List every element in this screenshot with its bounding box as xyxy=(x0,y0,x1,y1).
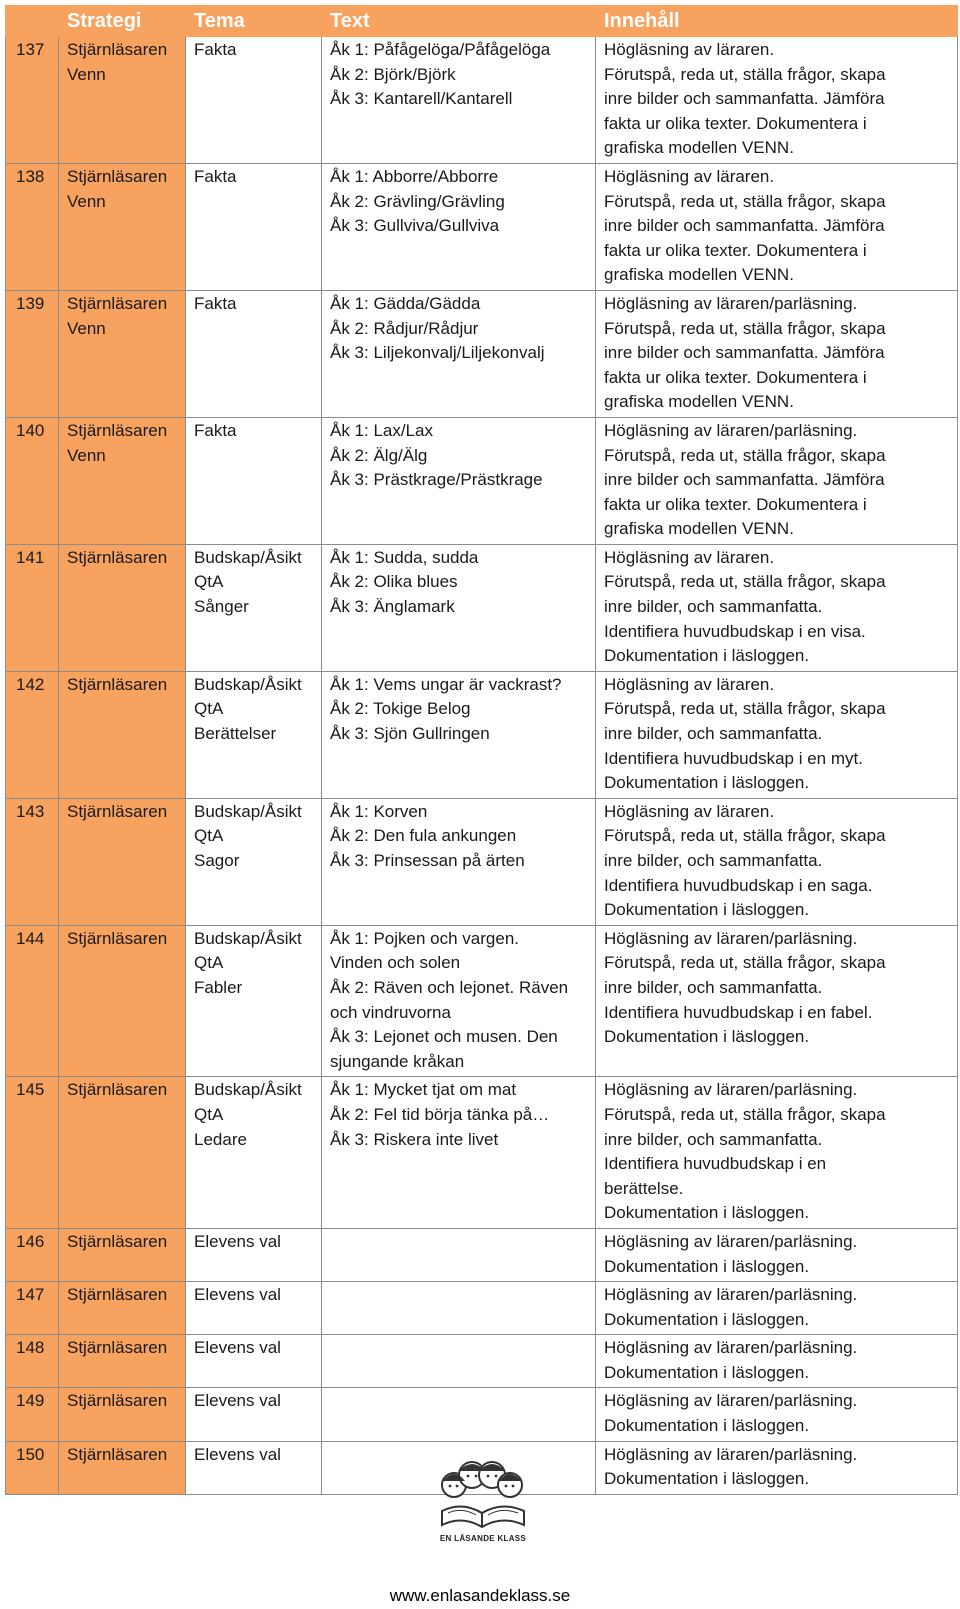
innehall-cell-line: grafiska modellen VENN. xyxy=(604,265,794,285)
footer-url: www.enlasandeklass.se xyxy=(389,1586,571,1605)
strategi-cell-line: Stjärnläsaren xyxy=(67,928,168,948)
innehall-cell xyxy=(596,671,958,798)
innehall-cell xyxy=(596,1388,958,1441)
innehall-cell-line: inre bilder, och sammanfatta. xyxy=(604,851,823,870)
innehall-cell-line: Förutspå, reda ut, ställa frågor, skapa xyxy=(604,64,886,84)
strategi-cell xyxy=(59,925,186,1077)
text-cell-line: Åk 1: Pojken och vargen. xyxy=(330,928,520,948)
text-cell-line: Åk 2: Björk/Björk xyxy=(330,64,456,84)
innehall-cell-line: Högläsning av läraren/parläsning. xyxy=(604,420,858,440)
innehall-cell-line: Identifiera huvudbudskap i en myt. xyxy=(604,748,863,768)
innehall-cell xyxy=(596,1441,958,1494)
innehall-cell-line: Förutspå, reda ut, ställa frågor, skapa xyxy=(604,572,886,592)
tema-cell-line: Berättelser xyxy=(194,724,277,744)
text-cell-line: Åk 3: Änglamark xyxy=(330,597,455,617)
strategi-cell xyxy=(59,1388,186,1441)
innehall-cell xyxy=(596,798,958,925)
text-cell-line: Åk 2: Tokige Belog xyxy=(330,699,471,719)
table-row xyxy=(6,1228,958,1281)
innehall-cell-line: Dokumentation i läsloggen. xyxy=(604,1027,810,1047)
innehall-cell-line: berättelse. xyxy=(604,1178,684,1198)
text-cell-line: Åk 2: Grävling/Grävling xyxy=(330,191,505,211)
text-cell-line: Åk 1: Sudda, sudda xyxy=(330,547,479,567)
tema-cell-line: QtA xyxy=(194,699,224,719)
innehall-cell-line: Dokumentation i läsloggen. xyxy=(604,1256,810,1276)
text-cell-line: Åk 2: Fel tid börja tänka på… xyxy=(330,1104,550,1124)
innehall-cell-line: grafiska modellen VENN. xyxy=(604,519,794,539)
row-number: 143 xyxy=(6,798,59,925)
strategi-cell xyxy=(59,671,186,798)
table-row xyxy=(6,290,958,417)
strategi-cell xyxy=(59,1228,186,1281)
innehall-cell-line: fakta ur olika texter. Dokumentera i xyxy=(604,494,867,514)
innehall-cell xyxy=(596,37,958,164)
text-cell xyxy=(322,798,596,925)
innehall-cell-line: Högläsning av läraren/parläsning. xyxy=(604,293,858,313)
tema-cell-line: Sagor xyxy=(194,851,240,870)
innehall-cell-line: Dokumentation i läsloggen. xyxy=(604,1469,810,1489)
innehall-cell-line: grafiska modellen VENN. xyxy=(604,392,794,412)
text-cell-line: och vindruvorna xyxy=(330,1002,451,1022)
text-cell-line: Åk 2: Olika blues xyxy=(330,572,458,592)
tema-cell-line: Budskap/Åsikt xyxy=(194,674,302,694)
tema-cell xyxy=(186,1077,322,1229)
table-row xyxy=(6,163,958,290)
tema-cell-line: Elevens val xyxy=(194,1444,281,1464)
tema-cell xyxy=(186,544,322,671)
row-number: 137 xyxy=(6,37,59,164)
tema-cell-line: Budskap/Åsikt xyxy=(194,547,302,567)
header-strategi: Strategi xyxy=(59,6,186,37)
innehall-cell-line: Förutspå, reda ut, ställa frågor, skapa xyxy=(604,953,886,973)
innehall-cell-line: inre bilder, och sammanfatta. xyxy=(604,977,823,997)
table-row xyxy=(6,1335,958,1388)
text-cell-line: Åk 3: Prinsessan på ärten xyxy=(330,851,525,870)
tema-cell-line: Budskap/Åsikt xyxy=(194,1080,302,1100)
table-header-row xyxy=(6,6,958,37)
innehall-cell-line: Förutspå, reda ut, ställa frågor, skapa xyxy=(604,826,886,846)
tema-cell-line: Elevens val xyxy=(194,1285,281,1305)
text-cell-line: Åk 1: Korven xyxy=(330,801,428,821)
tema-cell-line: Fakta xyxy=(194,420,237,440)
text-cell-line: Åk 3: Gullviva/Gullviva xyxy=(330,216,500,236)
strategi-cell xyxy=(59,798,186,925)
header-nr xyxy=(6,6,59,37)
row-number: 148 xyxy=(6,1335,59,1388)
innehall-cell-line: Dokumentation i läsloggen. xyxy=(604,1416,810,1436)
strategi-cell xyxy=(59,1282,186,1335)
text-cell-line: Åk 3: Lejonet och musen. Den xyxy=(330,1027,558,1047)
innehall-cell xyxy=(596,925,958,1077)
innehall-cell-line: Högläsning av läraren/parläsning. xyxy=(604,928,858,948)
tema-cell-line: Fakta xyxy=(194,40,237,59)
text-cell xyxy=(322,1335,596,1388)
strategi-cell-line: Venn xyxy=(67,191,106,211)
text-cell-line: sjungande kråkan xyxy=(330,1051,465,1071)
innehall-cell-line: Identifiera huvudbudskap i en fabel. xyxy=(604,1002,873,1022)
innehall-cell-line: Förutspå, reda ut, ställa frågor, skapa xyxy=(604,318,886,338)
strategi-cell xyxy=(59,37,186,164)
tema-cell xyxy=(186,671,322,798)
innehall-cell-line: Förutspå, reda ut, ställa frågor, skapa xyxy=(604,1104,886,1124)
text-cell-line: Åk 1: Mycket tjat om mat xyxy=(330,1080,517,1100)
innehall-cell xyxy=(596,163,958,290)
innehall-cell-line: Identifiera huvudbudskap i en xyxy=(604,1154,827,1174)
text-cell xyxy=(322,1228,596,1281)
text-cell-line: Åk 1: Påfågelöga/Påfågelöga xyxy=(330,40,551,59)
tema-cell xyxy=(186,925,322,1077)
innehall-cell-line: grafiska modellen VENN. xyxy=(604,138,794,158)
row-number: 140 xyxy=(6,417,59,544)
row-number: 142 xyxy=(6,671,59,798)
innehall-cell xyxy=(596,417,958,544)
header-tema: Tema xyxy=(186,6,322,37)
strategi-cell-line: Stjärnläsaren xyxy=(67,293,168,313)
tema-cell-line: Fabler xyxy=(194,977,243,997)
row-number: 150 xyxy=(6,1441,59,1494)
tema-cell-line: Elevens val xyxy=(194,1231,281,1251)
logo xyxy=(428,1455,538,1555)
strategi-cell-line: Stjärnläsaren xyxy=(67,547,168,567)
tema-cell-line: Elevens val xyxy=(194,1391,281,1411)
tema-cell-line: Sånger xyxy=(194,597,249,617)
tema-cell xyxy=(186,417,322,544)
tema-cell xyxy=(186,1388,322,1441)
text-cell-line: Åk 2: Älg/Älg xyxy=(330,445,428,465)
innehall-cell xyxy=(596,290,958,417)
strategi-cell-line: Stjärnläsaren xyxy=(67,420,168,440)
text-cell xyxy=(322,1282,596,1335)
tema-cell xyxy=(186,163,322,290)
text-cell-line: Åk 1: Lax/Lax xyxy=(330,420,434,440)
table-row xyxy=(6,544,958,671)
innehall-cell xyxy=(596,1335,958,1388)
text-cell-line: Åk 3: Kantarell/Kantarell xyxy=(330,89,513,109)
text-cell-line: Åk 1: Vems ungar är vackrast? xyxy=(330,674,562,694)
innehall-cell-line: Högläsning av läraren/parläsning. xyxy=(604,1338,858,1358)
innehall-cell-line: Dokumentation i läsloggen. xyxy=(604,1203,810,1223)
innehall-cell-line: Identifiera huvudbudskap i en visa. xyxy=(604,621,866,641)
row-number: 144 xyxy=(6,925,59,1077)
innehall-cell-line: Dokumentation i läsloggen. xyxy=(604,773,810,793)
reading-children-logo-icon xyxy=(428,1455,538,1535)
strategi-cell-line: Venn xyxy=(67,445,106,465)
tema-cell xyxy=(186,1441,322,1494)
strategi-cell-line: Stjärnläsaren xyxy=(67,1338,168,1358)
tema-cell-line: Budskap/Åsikt xyxy=(194,801,302,821)
text-cell xyxy=(322,37,596,164)
strategi-cell xyxy=(59,417,186,544)
text-cell-line: Åk 3: Sjön Gullringen xyxy=(330,724,490,744)
innehall-cell-line: Förutspå, reda ut, ställa frågor, skapa xyxy=(604,445,886,465)
innehall-cell-line: inre bilder och sammanfatta. Jämföra xyxy=(604,470,885,490)
row-number: 139 xyxy=(6,290,59,417)
row-number: 147 xyxy=(6,1282,59,1335)
text-cell xyxy=(322,671,596,798)
tema-cell xyxy=(186,798,322,925)
text-cell xyxy=(322,417,596,544)
row-number: 149 xyxy=(6,1388,59,1441)
innehall-cell xyxy=(596,1077,958,1229)
innehall-cell xyxy=(596,544,958,671)
lesson-plan-table xyxy=(5,5,958,1495)
innehall-cell-line: fakta ur olika texter. Dokumentera i xyxy=(604,113,867,133)
table-row xyxy=(6,1388,958,1441)
strategi-cell-line: Stjärnläsaren xyxy=(67,1231,168,1251)
innehall-cell-line: Högläsning av läraren. xyxy=(604,674,775,694)
innehall-cell-line: Högläsning av läraren/parläsning. xyxy=(604,1391,858,1411)
text-cell xyxy=(322,290,596,417)
row-number: 145 xyxy=(6,1077,59,1229)
strategi-cell-line: Stjärnläsaren xyxy=(67,166,168,186)
tema-cell-line: QtA xyxy=(194,572,224,592)
table-row xyxy=(6,798,958,925)
innehall-cell-line: inre bilder och sammanfatta. Jämföra xyxy=(604,216,885,236)
table-row xyxy=(6,671,958,798)
text-cell xyxy=(322,163,596,290)
tema-cell-line: QtA xyxy=(194,826,224,846)
row-number: 138 xyxy=(6,163,59,290)
strategi-cell-line: Stjärnläsaren xyxy=(67,40,168,59)
innehall-cell-line: Dokumentation i läsloggen. xyxy=(604,1309,810,1329)
strategi-cell xyxy=(59,544,186,671)
innehall-cell-line: inre bilder, och sammanfatta. xyxy=(604,1129,823,1149)
strategi-cell-line: Venn xyxy=(67,318,106,338)
strategi-cell-line: Stjärnläsaren xyxy=(67,801,168,821)
text-cell-line: Åk 2: Rådjur/Rådjur xyxy=(330,318,479,338)
strategi-cell xyxy=(59,1441,186,1494)
tema-cell-line: Fakta xyxy=(194,293,237,313)
table-row xyxy=(6,1282,958,1335)
innehall-cell-line: inre bilder och sammanfatta. Jämföra xyxy=(604,343,885,363)
table-row xyxy=(6,1077,958,1229)
innehall-cell-line: Högläsning av läraren/parläsning. xyxy=(604,1231,858,1251)
text-cell-line: Vinden och solen xyxy=(330,953,461,973)
row-number: 146 xyxy=(6,1228,59,1281)
text-cell xyxy=(322,925,596,1077)
tema-cell xyxy=(186,37,322,164)
innehall-cell-line: inre bilder och sammanfatta. Jämföra xyxy=(604,89,885,109)
innehall-cell-line: Identifiera huvudbudskap i en saga. xyxy=(604,875,873,895)
tema-cell-line: Ledare xyxy=(194,1129,247,1149)
innehall-cell-line: Förutspå, reda ut, ställa frågor, skapa xyxy=(604,191,886,211)
header-text: Text xyxy=(322,6,596,37)
tema-cell-line: QtA xyxy=(194,953,224,973)
text-cell-line: Åk 3: Prästkrage/Prästkrage xyxy=(330,470,543,490)
innehall-cell-line: Högläsning av läraren/parläsning. xyxy=(604,1080,858,1100)
tema-cell-line: Budskap/Åsikt xyxy=(194,928,302,948)
text-cell-line: Åk 2: Den fula ankungen xyxy=(330,826,517,846)
strategi-cell xyxy=(59,163,186,290)
table-row xyxy=(6,417,958,544)
tema-cell xyxy=(186,1282,322,1335)
innehall-cell-line: Dokumentation i läsloggen. xyxy=(604,646,810,666)
tema-cell-line: QtA xyxy=(194,1104,224,1124)
header-innehall: Innehåll xyxy=(596,6,958,37)
table-body xyxy=(6,37,958,1495)
strategi-cell xyxy=(59,1335,186,1388)
strategi-cell xyxy=(59,1077,186,1229)
tema-cell-line: Elevens val xyxy=(194,1338,281,1358)
tema-cell xyxy=(186,1335,322,1388)
innehall-cell-line: inre bilder, och sammanfatta. xyxy=(604,597,823,617)
innehall-cell-line: Dokumentation i läsloggen. xyxy=(604,900,810,920)
tema-cell xyxy=(186,1228,322,1281)
tema-cell xyxy=(186,290,322,417)
innehall-cell-line: Dokumentation i läsloggen. xyxy=(604,1362,810,1382)
strategi-cell-line: Stjärnläsaren xyxy=(67,1444,168,1464)
table-row xyxy=(6,925,958,1077)
strategi-cell-line: Stjärnläsaren xyxy=(67,1391,168,1411)
logo-text: EN LÄSANDE KLASS xyxy=(439,1534,527,1543)
tema-cell-line: Fakta xyxy=(194,166,237,186)
innehall-cell-line: Högläsning av läraren. xyxy=(604,40,775,59)
strategi-cell xyxy=(59,290,186,417)
innehall-cell-line: fakta ur olika texter. Dokumentera i xyxy=(604,367,867,387)
row-number: 141 xyxy=(6,544,59,671)
strategi-cell-line: Stjärnläsaren xyxy=(67,1285,168,1305)
innehall-cell-line: fakta ur olika texter. Dokumentera i xyxy=(604,240,867,260)
text-cell-line: Åk 1: Abborre/Abborre xyxy=(330,166,499,186)
innehall-cell xyxy=(596,1282,958,1335)
innehall-cell-line: Högläsning av läraren. xyxy=(604,166,775,186)
strategi-cell-line: Stjärnläsaren xyxy=(67,1080,168,1100)
innehall-cell-line: Högläsning av läraren/parläsning. xyxy=(604,1285,858,1305)
strategi-cell-line: Venn xyxy=(67,64,106,84)
text-cell-line: Åk 2: Räven och lejonet. Räven xyxy=(330,977,569,997)
innehall-cell-line: Högläsning av läraren/parläsning. xyxy=(604,1444,858,1464)
text-cell xyxy=(322,544,596,671)
innehall-cell-line: Högläsning av läraren. xyxy=(604,801,775,821)
text-cell-line: Åk 3: Liljekonvalj/Liljekonvalj xyxy=(330,343,545,363)
text-cell xyxy=(322,1077,596,1229)
table-row xyxy=(6,37,958,164)
text-cell xyxy=(322,1388,596,1441)
text-cell-line: Åk 3: Riskera inte livet xyxy=(330,1129,499,1149)
innehall-cell-line: Högläsning av läraren. xyxy=(604,547,775,567)
innehall-cell-line: inre bilder, och sammanfatta. xyxy=(604,724,823,744)
text-cell-line: Åk 1: Gädda/Gädda xyxy=(330,293,481,313)
strategi-cell-line: Stjärnläsaren xyxy=(67,674,168,694)
innehall-cell-line: Förutspå, reda ut, ställa frågor, skapa xyxy=(604,699,886,719)
innehall-cell xyxy=(596,1228,958,1281)
